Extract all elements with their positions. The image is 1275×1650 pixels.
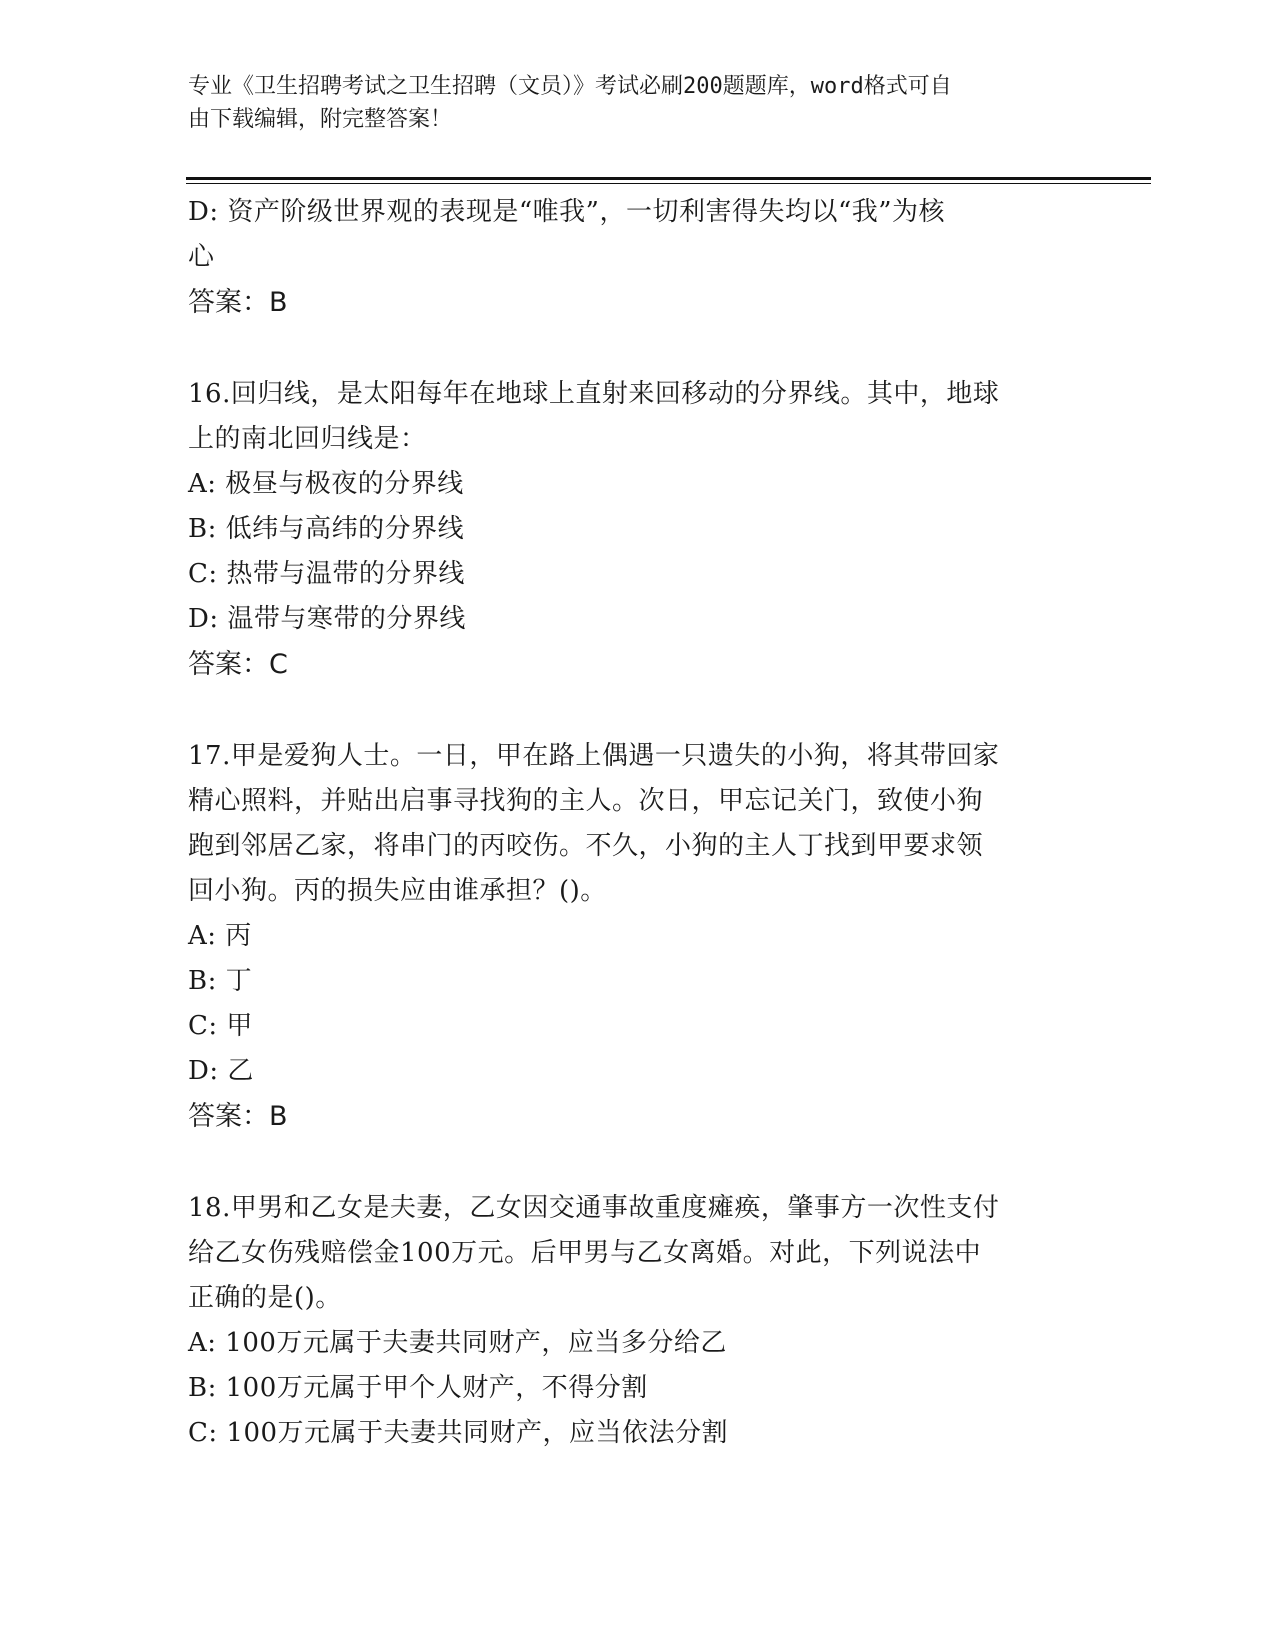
question-stem: 16.回归线，是太阳每年在地球上直射来回移动的分界线。其中，地球	[188, 379, 1000, 409]
option-d: D: 温带与寒带的分界线	[188, 604, 466, 634]
prev-question-tail	[188, 190, 1078, 325]
document-header	[188, 70, 1068, 136]
question-stem-cont: 回小狗。丙的损失应由谁承担？()。	[188, 876, 607, 906]
question-content	[188, 190, 1078, 1456]
question-16	[188, 372, 1078, 687]
header-line-2: 由下载编辑，附完整答案！	[188, 107, 453, 132]
question-17	[188, 734, 1078, 1139]
option-b: B: 100万元属于甲个人财产，不得分割	[188, 1373, 648, 1403]
question-stem: 18.甲男和乙女是夫妻，乙女因交通事故重度瘫痪，肇事方一次性支付	[188, 1193, 1000, 1223]
question-stem-cont: 给乙女伤残赔偿金100万元。后甲男与乙女离婚。对此，下列说法中	[188, 1238, 982, 1268]
header-rule-thick	[186, 177, 1151, 180]
answer: 答案：B	[188, 287, 288, 318]
option-d-cont: 心	[188, 242, 215, 272]
answer: 答案：B	[188, 1101, 288, 1132]
option-b: B: 低纬与高纬的分界线	[188, 514, 465, 544]
question-stem-cont: 上的南北回归线是：	[188, 424, 427, 454]
option-a: A: 100万元属于夫妻共同财产，应当多分给乙	[188, 1328, 727, 1358]
question-stem-cont: 正确的是()。	[188, 1283, 342, 1313]
question-stem: 17.甲是爱狗人士。一日，甲在路上偶遇一只遗失的小狗，将其带回家	[188, 741, 1000, 771]
question-stem-cont: 跑到邻居乙家，将串门的丙咬伤。不久，小狗的主人丁找到甲要求领	[188, 831, 984, 861]
option-d: D: 乙	[188, 1056, 254, 1086]
option-c: C: 热带与温带的分界线	[188, 559, 465, 589]
header-line-1: 专业《卫生招聘考试之卫生招聘（文员）》考试必刷200题题库，word格式可自	[188, 74, 952, 99]
option-c: C: 甲	[188, 1011, 253, 1041]
option-a: A: 丙	[188, 921, 252, 951]
option-c: C: 100万元属于夫妻共同财产，应当依法分割	[188, 1418, 729, 1448]
option-a: A: 极昼与极夜的分界线	[188, 469, 464, 499]
question-stem-cont: 精心照料，并贴出启事寻找狗的主人。次日，甲忘记关门，致使小狗	[188, 786, 984, 816]
question-18	[188, 1186, 1078, 1456]
header-rule-thin	[186, 183, 1151, 184]
answer: 答案：C	[188, 649, 288, 680]
option-d: D: 资产阶级世界观的表现是“唯我”，一切利害得失均以“我”为核	[188, 197, 946, 227]
option-b: B: 丁	[188, 966, 253, 996]
